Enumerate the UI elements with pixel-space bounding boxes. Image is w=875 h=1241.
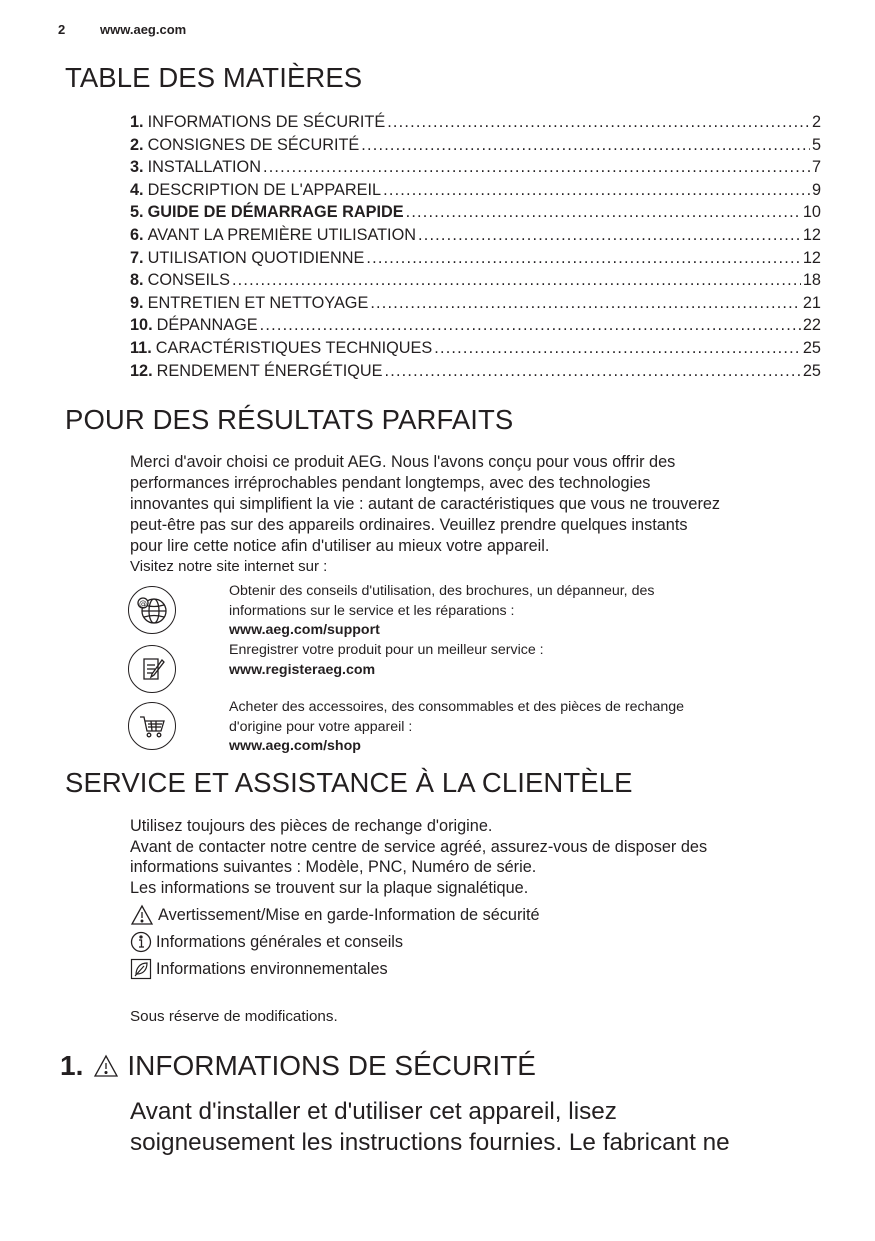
toc-item[interactable]: 10. DÉPANNAGE ..... 22 xyxy=(130,314,821,337)
toc-item[interactable]: 9. ENTRETIEN ET NETTOYAGE ..... 21 xyxy=(130,292,821,315)
toc-title: TABLE DES MATIÈRES xyxy=(65,62,363,93)
shop-url[interactable]: www.aeg.com/shop xyxy=(229,738,361,755)
page-header xyxy=(58,22,186,37)
toc-item[interactable]: 5. GUIDE DE DÉMARRAGE RAPIDE ..... 10 xyxy=(130,201,821,224)
legend-environment: Informations environnementales xyxy=(130,958,388,980)
warning-icon xyxy=(93,1054,119,1078)
warning-icon xyxy=(130,904,154,926)
toc-item[interactable]: 1. INFORMATIONS DE SÉCURITÉ ..... 2 xyxy=(130,111,821,134)
section-1-heading xyxy=(60,1050,536,1082)
results-intro: Merci d'avoir choisi ce produit AEG. Nous l'avons conçu pour vous offrir des performances irréprochables pendant longtemps, avec des technologies innovantes qui simplifient la vie : autant de caractéristiques que vous ne trouverez peut-être pas sur des appareils ordinaires. Veuillez prendre quelques instants pour lire cette notice afin d'utiliser au mieux votre appareil. Visitez notre site internet sur : xyxy=(130,453,721,575)
toc-item[interactable]: 8. CONSEILS ..... 18 xyxy=(130,269,821,292)
toc-item[interactable]: 12. RENDEMENT ÉNERGÉTIQUE ..... 25 xyxy=(130,360,821,383)
register-url[interactable]: www.registeraeg.com xyxy=(229,661,376,678)
toc-item[interactable]: 2. CONSIGNES DE SÉCURITÉ ..... 5 xyxy=(130,134,821,157)
page-number: 2 xyxy=(58,22,66,37)
shop-link-text: Acheter des accessoires, des consommables et des pièces de rechange d'origine pour votre appareil : www.aeg.com/shop xyxy=(229,698,829,757)
toc-item[interactable]: 3. INSTALLATION ..... 7 xyxy=(130,156,821,179)
results-title: POUR DES RÉSULTATS PARFAITS xyxy=(65,404,514,435)
register-icon xyxy=(128,645,176,693)
legend-warning: Avertissement/Mise en garde-Information de sécurité xyxy=(130,904,540,926)
info-icon xyxy=(130,931,152,953)
toc-item[interactable]: 7. UTILISATION QUOTIDIENNE ..... 12 xyxy=(130,247,821,270)
register-link-text: Enregistrer votre produit pour un meilleur service : www.registeraeg.com xyxy=(229,641,829,680)
toc-item[interactable]: 4. DESCRIPTION DE L'APPAREIL ..... 9 xyxy=(130,179,821,202)
section-1-intro: Avant d'installer et d'utiliser cet appareil, lisez soigneusement les instructions fournies. Le fabricant ne xyxy=(130,1098,730,1156)
toc-item[interactable]: 6. AVANT LA PREMIÈRE UTILISATION ..... 12 xyxy=(130,224,821,247)
svg-text:@: @ xyxy=(139,599,147,608)
section-number: 1. xyxy=(60,1050,84,1081)
table-of-contents xyxy=(130,111,821,382)
cart-icon xyxy=(128,702,176,750)
toc-item[interactable]: 11. CARACTÉRISTIQUES TECHNIQUES ..... 25 xyxy=(130,337,821,360)
support-link-text: Obtenir des conseils d'utilisation, des brochures, un dépanneur, des informations sur le service et les réparations : www.aeg.com/support xyxy=(229,582,829,641)
support-url[interactable]: www.aeg.com/support xyxy=(229,622,380,639)
service-title: SERVICE ET ASSISTANCE À LA CLIENTÈLE xyxy=(65,767,633,798)
globe-icon xyxy=(128,586,176,634)
reserve-note: Sous réserve de modifications. xyxy=(130,1008,338,1025)
service-text: Utilisez toujours des pièces de rechange d'origine. Avant de contacter notre centre de service agréé, assurez-vous de disposer des informations suivantes : Modèle, PNC, Numéro de série. Les informations se trouvent sur la plaque signalétique. xyxy=(130,817,708,897)
site-url[interactable]: www.aeg.com xyxy=(100,22,187,37)
environment-icon xyxy=(130,958,152,980)
section-title: INFORMATIONS DE SÉCURITÉ xyxy=(127,1050,536,1081)
legend-info: Informations générales et conseils xyxy=(130,931,403,953)
